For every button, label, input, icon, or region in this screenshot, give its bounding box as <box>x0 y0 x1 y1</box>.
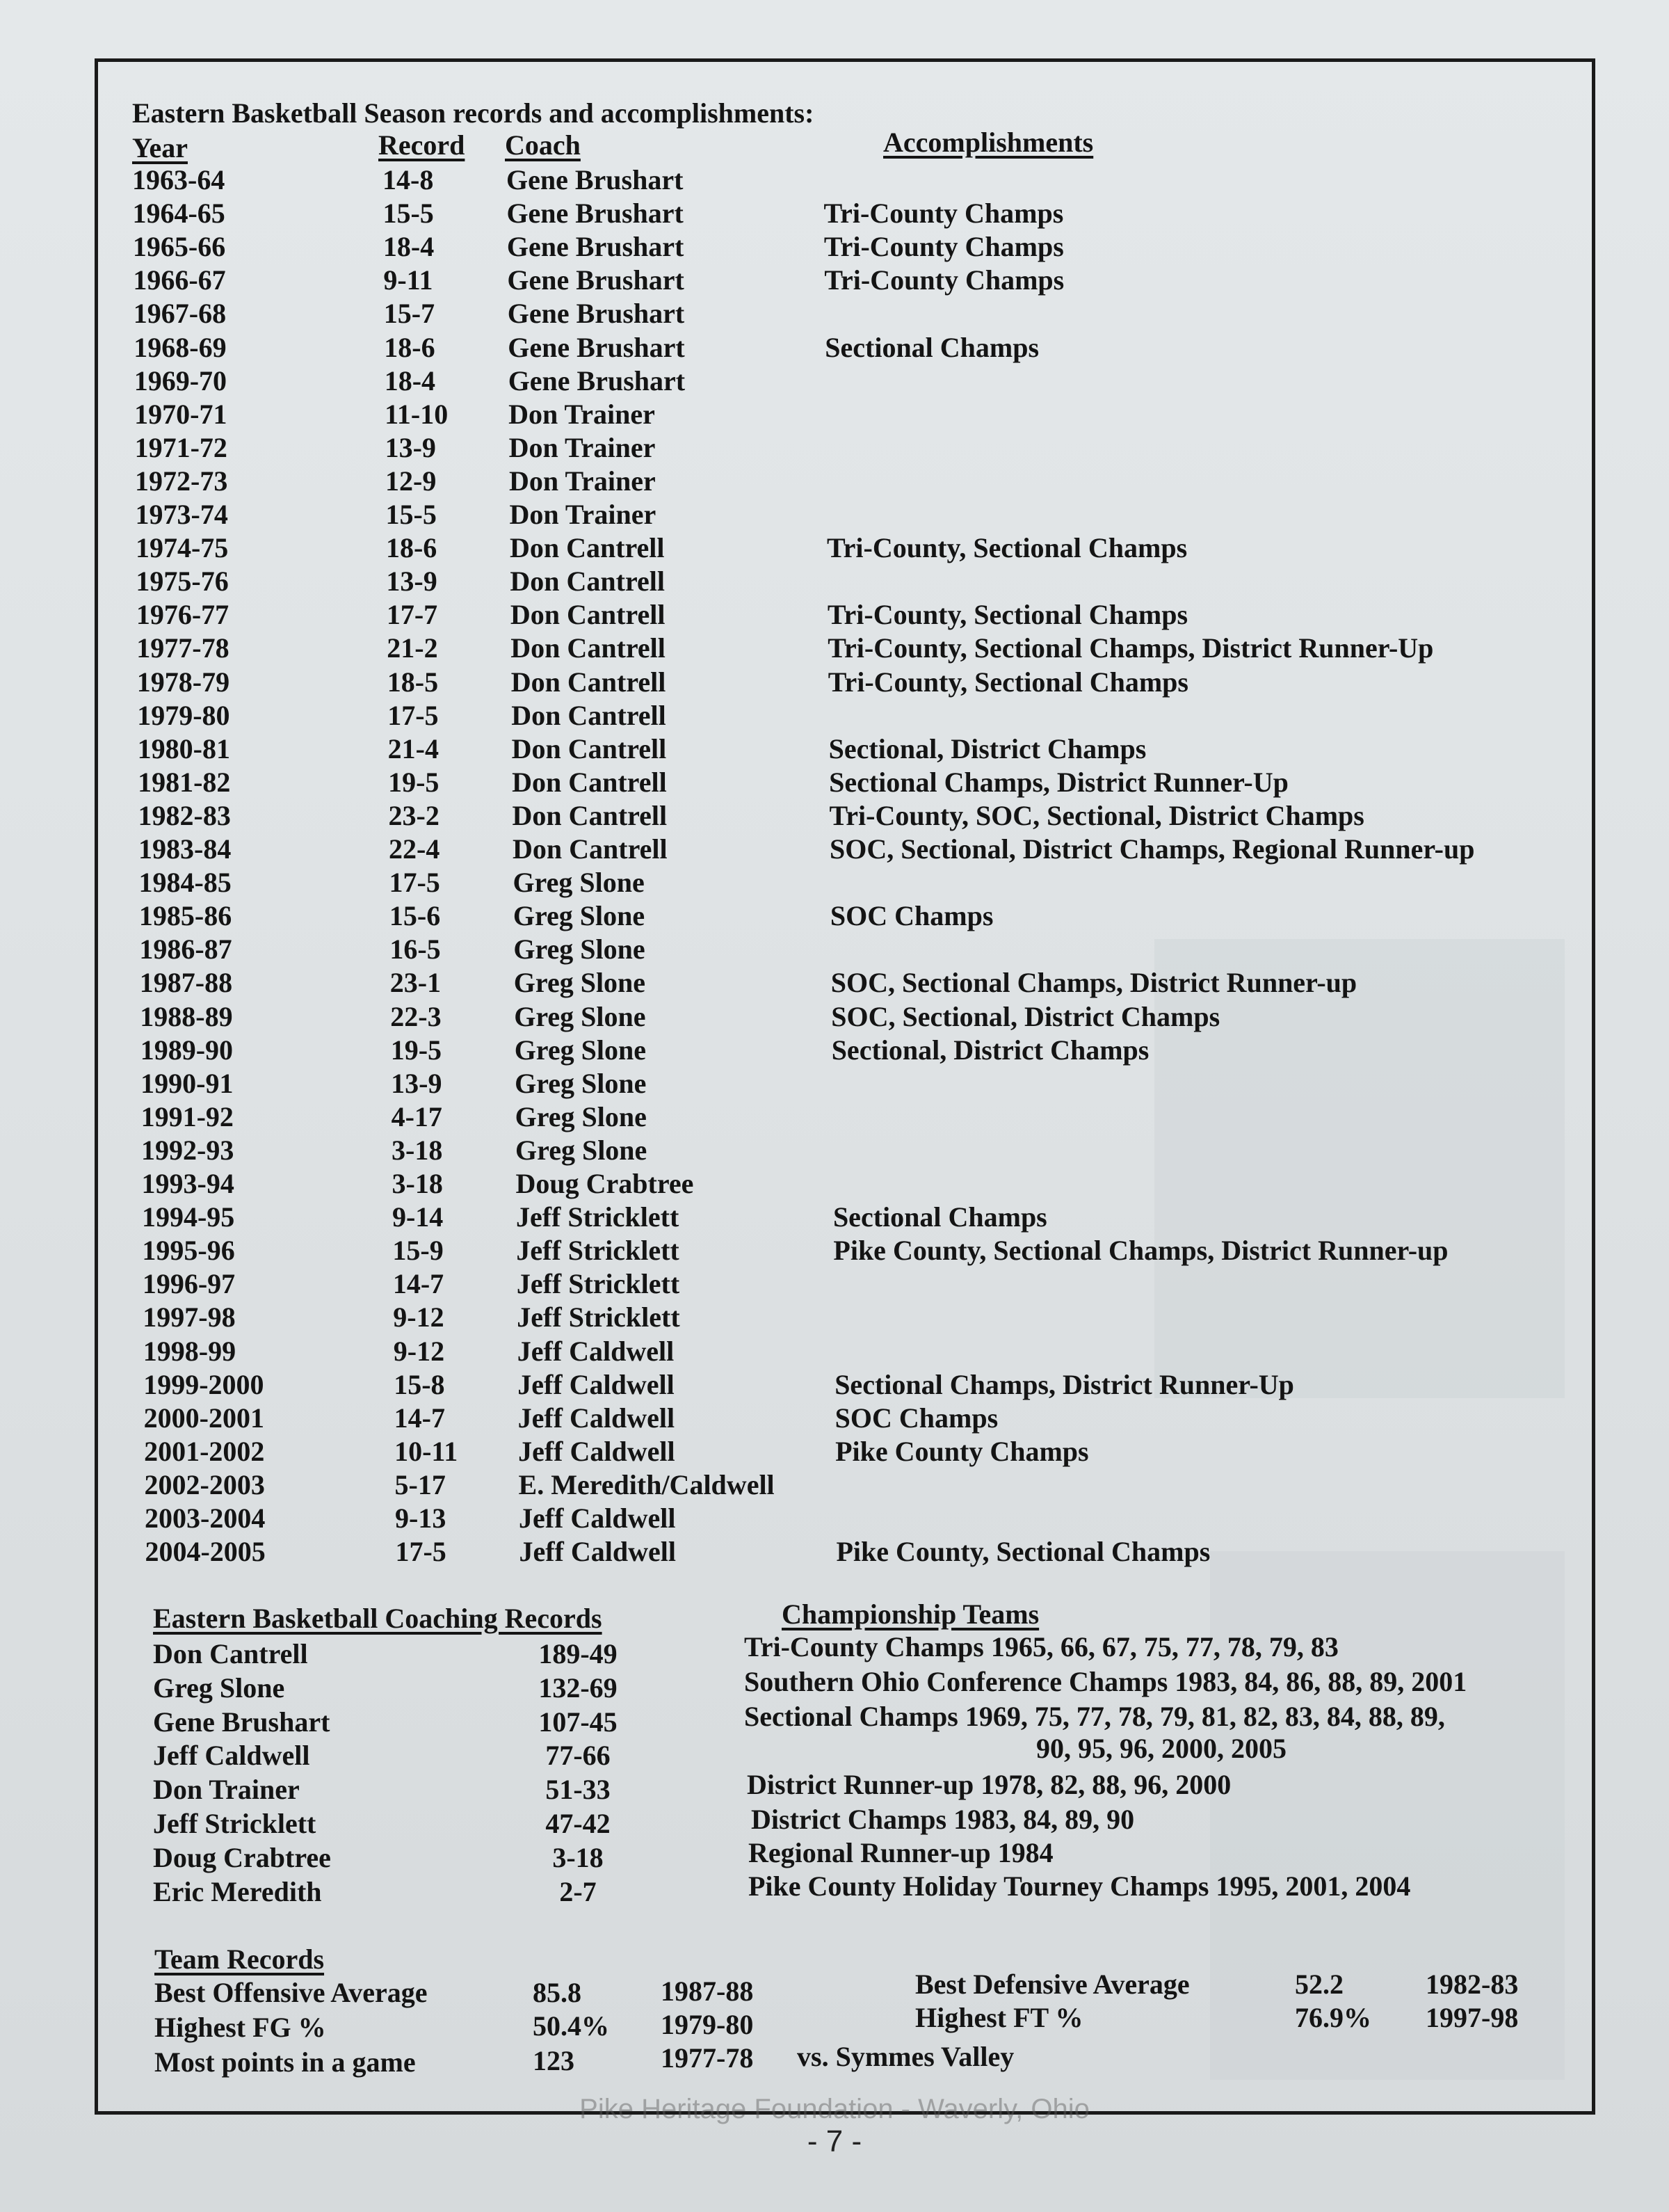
coach-record: 132-69 <box>538 1672 618 1704</box>
season-accomplishments: Sectional Champs <box>832 1201 1047 1233</box>
coach-name: Doug Crabtree <box>153 1841 331 1873</box>
best-offensive-average-season: 1987-88 <box>661 1975 754 2007</box>
coach-name: Eric Meredith <box>153 1875 322 1907</box>
season-record: 3-18 <box>392 1134 443 1166</box>
season-row <box>0 1235 1669 1267</box>
season-record: 15-9 <box>392 1235 444 1267</box>
season-row <box>0 332 1669 364</box>
season-row <box>0 1369 1669 1401</box>
season-record: 19-5 <box>388 766 440 798</box>
season-accomplishments: Tri-County, SOC, Sectional, District Champs <box>829 799 1364 831</box>
season-year: 1986-87 <box>139 933 232 965</box>
coach-record: 3-18 <box>552 1841 604 1873</box>
season-row <box>0 164 1669 196</box>
season-year: 1976-77 <box>136 599 229 631</box>
championship-line <box>744 1665 1467 1699</box>
season-coach: Don Cantrell <box>510 566 665 598</box>
season-accomplishments: Sectional Champs, District Runner-Up <box>829 766 1289 798</box>
season-record: 21-2 <box>387 632 438 664</box>
highest-fg-value: 50.4% <box>533 2010 609 2042</box>
season-row <box>0 465 1669 497</box>
most-points-label: Most points in a game <box>154 2046 416 2078</box>
season-coach: Greg Slone <box>513 967 646 999</box>
coaching-records-title: Eastern Basketball Coaching Records <box>153 1603 602 1634</box>
season-row <box>0 1268 1669 1300</box>
season-accomplishments: Tri-County Champs <box>823 231 1064 263</box>
coach-record: 189-49 <box>538 1638 618 1669</box>
season-year: 1963-64 <box>132 164 225 195</box>
season-record: 10-11 <box>394 1435 458 1467</box>
coach-record-row <box>0 1773 765 1806</box>
season-row <box>0 700 1669 732</box>
season-coach: Gene Brushart <box>508 331 685 363</box>
season-row <box>0 1034 1669 1066</box>
page-number: - 7 - <box>807 2124 862 2158</box>
season-coach: Don Cantrell <box>511 732 667 764</box>
season-year: 1988-89 <box>140 1000 233 1032</box>
season-coach: Don Trainer <box>508 431 656 463</box>
season-year: 1978-79 <box>136 666 230 698</box>
season-coach: Gene Brushart <box>508 364 686 396</box>
season-accomplishments: SOC, Sectional, District Champs <box>831 1000 1220 1032</box>
season-accomplishments: SOC, Sectional, District Champs, Regional Runner-up <box>830 833 1475 865</box>
season-year: 1991-92 <box>140 1100 234 1132</box>
season-record: 18-4 <box>384 364 436 396</box>
season-row <box>0 499 1669 531</box>
season-coach: Don Trainer <box>509 465 656 497</box>
season-record: 18-6 <box>385 532 437 564</box>
season-record: 17-5 <box>389 867 440 899</box>
championship-line <box>747 1768 1231 1802</box>
coach-name: Don Trainer <box>153 1774 300 1806</box>
season-row <box>0 399 1669 431</box>
season-accomplishments: SOC Champs <box>834 1402 999 1434</box>
coach-name: Gene Brushart <box>153 1706 330 1738</box>
season-year: 1984-85 <box>138 867 232 899</box>
season-record: 18-4 <box>382 231 435 263</box>
season-year: 1993-94 <box>141 1168 234 1199</box>
team-records-title: Team Records <box>154 1943 325 1975</box>
season-row <box>0 566 1669 598</box>
season-year: 1977-78 <box>136 632 229 664</box>
coach-record: 2-7 <box>559 1875 597 1907</box>
championship-text: Tri-County Champs 1965, 66, 67, 75, 77, 78, 79, 83 <box>744 1631 1339 1662</box>
season-row <box>0 264 1669 296</box>
season-record: 14-8 <box>382 164 434 195</box>
championship-line <box>748 1870 1410 1903</box>
season-row <box>0 767 1669 799</box>
season-row <box>0 1536 1669 1568</box>
season-coach: Gene Brushart <box>506 198 684 230</box>
coach-record: 47-42 <box>545 1808 611 1839</box>
coach-record: 107-45 <box>538 1706 618 1738</box>
season-record: 9-12 <box>393 1301 444 1333</box>
season-year: 1994-95 <box>141 1201 235 1233</box>
header-year: Year <box>132 132 188 163</box>
championship-text: Southern Ohio Conference Champs 1983, 84, 86, 88, 89, 2001 <box>744 1666 1467 1697</box>
season-coach: Greg Slone <box>515 1067 647 1099</box>
season-accomplishments: Tri-County, Sectional Champs <box>828 666 1188 698</box>
season-coach: Greg Slone <box>513 900 645 932</box>
coach-record-row <box>0 1841 765 1875</box>
coach-record-row <box>0 1672 765 1705</box>
season-year: 1989-90 <box>140 1034 234 1066</box>
season-row <box>0 1336 1669 1368</box>
season-year: 2001-2002 <box>144 1435 265 1467</box>
season-record: 15-5 <box>385 499 437 530</box>
highest-fg-season: 1979-80 <box>661 2009 754 2040</box>
season-record: 15-8 <box>394 1368 445 1400</box>
highest-ft-season: 1997-98 <box>1426 2002 1519 2033</box>
season-year: 1964-65 <box>132 198 225 230</box>
season-accomplishments: Pike County, Sectional Champs, District Runner-up <box>833 1235 1449 1267</box>
season-row <box>0 800 1669 832</box>
championship-text: District Runner-up 1978, 82, 88, 96, 2000 <box>747 1769 1232 1800</box>
season-coach: Jeff Caldwell <box>518 1435 675 1467</box>
season-record: 17-5 <box>395 1536 446 1568</box>
season-row <box>0 1436 1669 1468</box>
season-accomplishments: Sectional, District Champs <box>831 1034 1150 1066</box>
season-record: 14-7 <box>394 1402 445 1434</box>
season-coach: Jeff Stricklett <box>517 1301 680 1333</box>
season-coach: Don Trainer <box>508 398 655 430</box>
season-accomplishments: Tri-County, Sectional Champs, District Runner-Up <box>828 632 1434 664</box>
season-accomplishments: SOC, Sectional Champs, District Runner-up <box>830 967 1357 999</box>
season-row <box>0 1402 1669 1434</box>
coach-record-row <box>0 1875 765 1909</box>
coach-record: 77-66 <box>545 1740 611 1772</box>
season-year: 2003-2004 <box>145 1502 266 1534</box>
championship-line <box>744 1630 1339 1664</box>
season-row <box>0 867 1669 899</box>
season-coach: Jeff Stricklett <box>515 1201 679 1233</box>
season-record: 4-17 <box>391 1100 442 1132</box>
season-year: 1992-93 <box>141 1134 234 1166</box>
header-accomplishments: Accomplishments <box>883 127 1094 158</box>
season-coach: Don Cantrell <box>510 599 666 631</box>
season-coach: Don Cantrell <box>509 532 665 564</box>
season-year: 2004-2005 <box>145 1536 266 1568</box>
championship-text: 90, 95, 96, 2000, 2005 <box>1036 1733 1287 1764</box>
coach-record-row <box>0 1739 765 1772</box>
season-year: 2002-2003 <box>144 1468 265 1500</box>
season-record: 23-2 <box>388 799 440 831</box>
season-accomplishments: Sectional, District Champs <box>828 732 1147 764</box>
season-row <box>0 1068 1669 1100</box>
season-row <box>0 900 1669 932</box>
championship-text: Pike County Holiday Tourney Champs 1995, 2001, 2004 <box>748 1870 1411 1902</box>
championship-line <box>748 1836 1054 1870</box>
season-coach: E. Meredith/Caldwell <box>518 1468 775 1500</box>
coach-name: Greg Slone <box>153 1672 285 1704</box>
most-points-note: vs. Symmes Valley <box>797 2041 1015 2072</box>
season-row <box>0 833 1669 865</box>
season-coach: Greg Slone <box>514 1000 646 1032</box>
season-year: 1979-80 <box>137 699 230 731</box>
season-coach: Don Cantrell <box>510 666 666 698</box>
season-row <box>0 1201 1669 1233</box>
season-row <box>0 298 1669 330</box>
season-year: 1980-81 <box>137 732 230 764</box>
season-row <box>0 1168 1669 1200</box>
season-year: 1970-71 <box>134 398 227 430</box>
header-record: Record <box>378 129 465 161</box>
season-accomplishments: Tri-County Champs <box>823 198 1064 230</box>
season-row <box>0 532 1669 564</box>
season-row <box>0 231 1669 263</box>
highest-ft-label: Highest FT % <box>915 2002 1083 2033</box>
season-year: 1973-74 <box>135 499 228 530</box>
season-accomplishments: Pike County, Sectional Champs <box>836 1536 1211 1568</box>
season-year: 1995-96 <box>142 1235 235 1267</box>
season-record: 12-9 <box>385 465 437 497</box>
season-row <box>0 666 1669 698</box>
season-coach: Jeff Caldwell <box>517 1402 675 1434</box>
season-record: 9-11 <box>383 264 433 296</box>
season-accomplishments: Pike County Champs <box>835 1435 1089 1467</box>
best-defensive-average-value: 52.2 <box>1295 1969 1344 2000</box>
watermark: Pike Heritage Foundation - Waverly, Ohio <box>579 2094 1090 2124</box>
season-accomplishments: Tri-County, Sectional Champs <box>826 532 1188 564</box>
season-year: 1968-69 <box>134 331 227 363</box>
highest-ft-value: 76.9% <box>1295 2002 1371 2033</box>
season-record: 18-6 <box>384 331 435 363</box>
coach-record: 51-33 <box>545 1774 611 1806</box>
season-year: 1987-88 <box>139 967 233 999</box>
season-record: 16-5 <box>389 933 441 965</box>
season-coach: Jeff Caldwell <box>519 1536 676 1568</box>
season-record: 22-3 <box>390 1000 442 1032</box>
season-row <box>0 933 1669 965</box>
season-row <box>0 733 1669 765</box>
best-defensive-average-label: Best Defensive Average <box>915 1969 1190 2000</box>
season-accomplishments: Sectional Champs, District Runner-Up <box>834 1368 1294 1400</box>
season-year: 1996-97 <box>142 1268 236 1300</box>
season-year: 1983-84 <box>138 833 232 865</box>
season-record: 18-5 <box>387 666 439 698</box>
season-record: 23-1 <box>389 967 442 999</box>
season-row <box>0 1301 1669 1333</box>
season-year: 1999-2000 <box>143 1368 264 1400</box>
highest-fg-label: Highest FG % <box>154 2012 326 2043</box>
championship-line <box>1036 1732 1287 1765</box>
season-year: 1998-99 <box>143 1335 236 1367</box>
season-coach: Don Cantrell <box>513 833 668 865</box>
season-coach: Jeff Caldwell <box>519 1502 676 1534</box>
season-record: 17-7 <box>386 599 438 631</box>
season-record: 3-18 <box>392 1168 443 1199</box>
best-offensive-average-value: 85.8 <box>533 1977 581 2008</box>
season-record: 15-7 <box>383 298 435 330</box>
season-record: 13-9 <box>385 431 436 463</box>
coach-name: Jeff Stricklett <box>153 1808 316 1839</box>
season-row <box>0 1469 1669 1501</box>
season-coach: Gene Brushart <box>507 298 685 330</box>
season-row <box>0 632 1669 664</box>
best-offensive-average-label: Best Offensive Average <box>154 1977 428 2008</box>
season-record: 9-12 <box>393 1335 445 1367</box>
season-year: 1974-75 <box>135 532 229 564</box>
season-accomplishments: Tri-County Champs <box>824 264 1065 296</box>
season-row <box>0 432 1669 464</box>
most-points-season: 1977-78 <box>661 2042 754 2074</box>
best-defensive-average-season: 1982-83 <box>1426 1969 1519 2000</box>
season-record: 13-9 <box>386 566 437 598</box>
season-row <box>0 1135 1669 1167</box>
season-coach: Jeff Caldwell <box>517 1368 675 1400</box>
season-coach: Greg Slone <box>515 1100 647 1132</box>
season-year: 1965-66 <box>132 231 226 263</box>
season-record: 19-5 <box>390 1034 442 1066</box>
season-coach: Greg Slone <box>515 1134 647 1166</box>
season-coach: Gene Brushart <box>507 264 684 296</box>
season-record: 13-9 <box>391 1067 442 1099</box>
season-year: 1969-70 <box>134 364 227 396</box>
season-record: 14-7 <box>392 1268 444 1300</box>
season-year: 1985-86 <box>138 900 232 932</box>
coach-record-row <box>0 1706 765 1739</box>
most-points-value: 123 <box>533 2045 574 2076</box>
season-record: 9-14 <box>392 1201 444 1233</box>
championship-text: District Champs 1983, 84, 89, 90 <box>751 1804 1135 1835</box>
coach-record-row <box>0 1807 765 1841</box>
coach-name: Jeff Caldwell <box>153 1740 310 1772</box>
season-accomplishments: Sectional Champs <box>825 331 1040 363</box>
season-record: 11-10 <box>385 398 449 430</box>
season-row <box>0 198 1669 230</box>
season-year: 1975-76 <box>136 566 229 598</box>
championship-text: Sectional Champs 1969, 75, 77, 78, 79, 81, 82, 83, 84, 88, 89, <box>744 1701 1445 1732</box>
season-row <box>0 1101 1669 1133</box>
season-coach: Don Cantrell <box>510 632 666 664</box>
season-record: 15-6 <box>389 900 441 932</box>
season-year: 1981-82 <box>138 766 231 798</box>
season-record: 21-4 <box>387 732 439 764</box>
season-year: 1972-73 <box>135 465 228 497</box>
season-record: 15-5 <box>382 198 434 230</box>
season-coach: Greg Slone <box>513 933 645 965</box>
season-row <box>0 365 1669 397</box>
season-record: 9-13 <box>395 1502 446 1534</box>
season-record: 17-5 <box>387 699 439 731</box>
page-title: Eastern Basketball Season records and accomplishments: <box>132 97 814 129</box>
coach-record-row <box>0 1637 765 1671</box>
season-accomplishments: SOC Champs <box>830 900 994 932</box>
season-year: 1997-98 <box>143 1301 236 1333</box>
season-coach: Greg Slone <box>514 1034 646 1066</box>
season-year: 1982-83 <box>138 799 231 831</box>
season-record: 22-4 <box>389 833 440 865</box>
championship-line <box>751 1803 1134 1836</box>
season-year: 2000-2001 <box>143 1402 264 1434</box>
season-coach: Jeff Stricklett <box>516 1268 680 1300</box>
season-coach: Doug Crabtree <box>515 1168 694 1199</box>
season-row <box>0 599 1669 631</box>
season-coach: Don Cantrell <box>512 799 668 831</box>
season-record: 5-17 <box>394 1468 446 1500</box>
season-year: 1971-72 <box>134 431 227 463</box>
championship-line <box>744 1700 1445 1733</box>
championship-text: Regional Runner-up 1984 <box>748 1837 1054 1868</box>
season-coach: Gene Brushart <box>506 231 684 263</box>
season-row <box>0 1001 1669 1033</box>
championship-teams-title: Championship Teams <box>782 1598 1040 1630</box>
coach-name: Don Cantrell <box>153 1638 308 1669</box>
season-accomplishments: Tri-County, Sectional Champs <box>827 599 1188 631</box>
season-coach: Jeff Stricklett <box>516 1235 679 1267</box>
season-row <box>0 1502 1669 1534</box>
season-row <box>0 967 1669 999</box>
season-year: 1990-91 <box>140 1067 234 1099</box>
header-coach: Coach <box>505 129 581 161</box>
season-coach: Jeff Caldwell <box>517 1335 675 1367</box>
season-coach: Gene Brushart <box>506 164 684 195</box>
season-year: 1966-67 <box>133 264 226 296</box>
season-coach: Don Cantrell <box>511 699 666 731</box>
season-coach: Don Cantrell <box>512 766 667 798</box>
season-year: 1967-68 <box>133 298 227 330</box>
season-coach: Don Trainer <box>509 499 656 530</box>
season-coach: Greg Slone <box>513 867 645 899</box>
